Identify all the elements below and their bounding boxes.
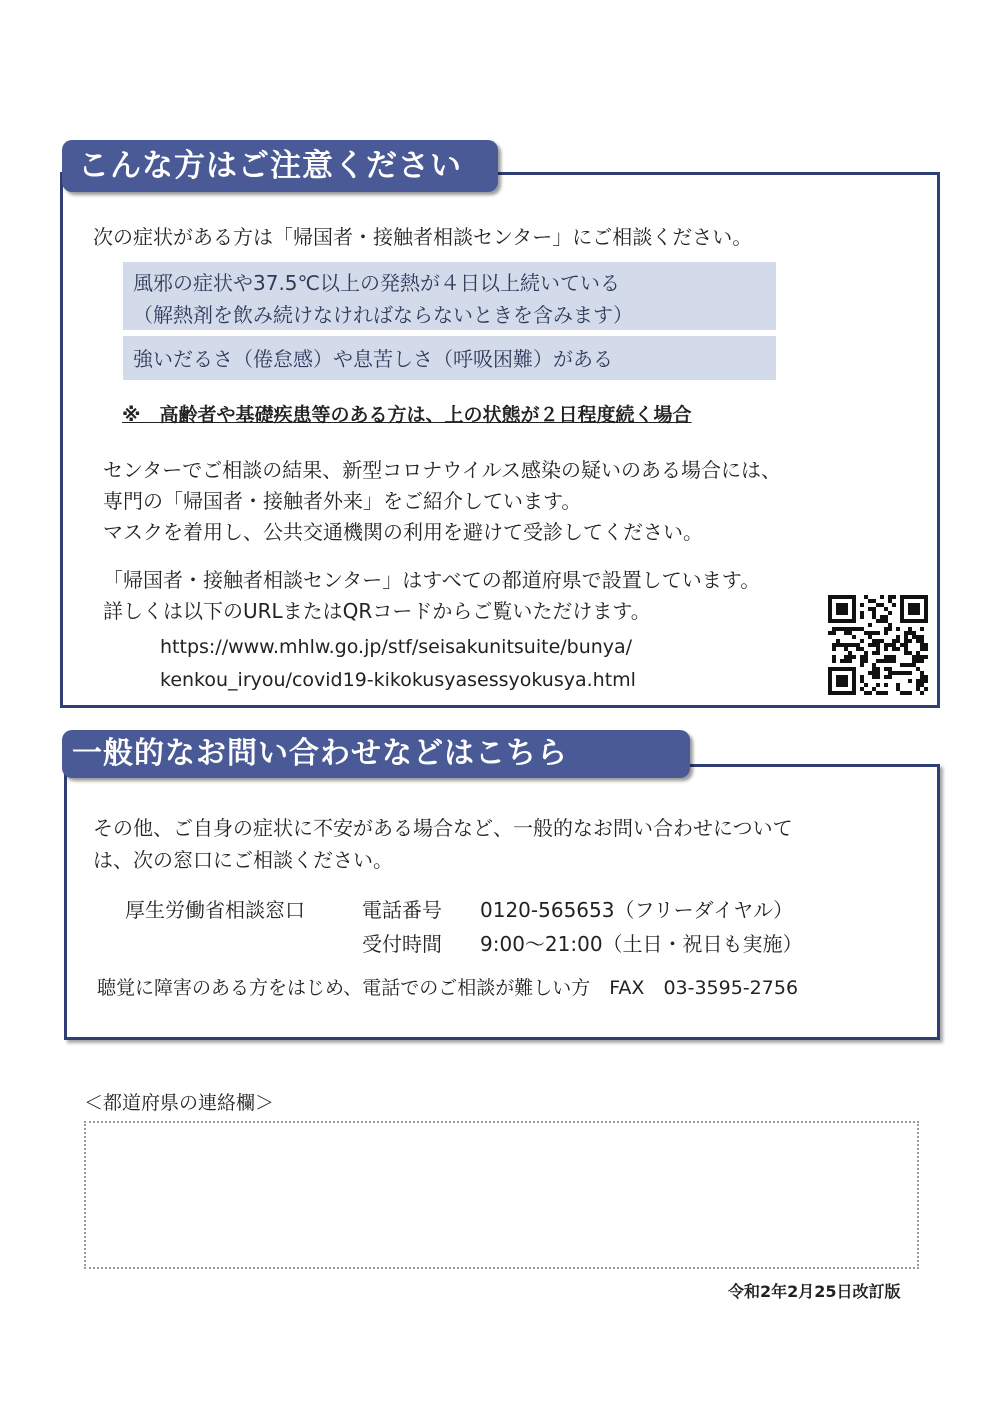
office-name: 厚生労働省相談窓口 [125, 898, 305, 922]
hours-value: 9:00～21:00（土日・祝日も実施） [480, 932, 803, 956]
hours-label: 受付時間 [362, 932, 442, 956]
url-line-1[interactable]: https://www.mhlw.go.jp/stf/seisakunitsuite/bunya/ [160, 636, 633, 658]
symptom-box-2 [123, 336, 776, 380]
fax-text: 聴覚に障害のある方をはじめ、電話でのご相談が難しい方 FAX 03-3595-2756 [97, 977, 799, 999]
contact-memo-box[interactable] [84, 1121, 919, 1269]
inquiry-tab-title: 一般的なお問い合わせなどはこちら [62, 730, 690, 778]
contact-heading: ＜都道府県の連絡欄＞ [84, 1092, 275, 1114]
notice-tab-title: こんな方はご注意ください [62, 140, 498, 192]
qr-code-icon[interactable] [828, 595, 928, 693]
info-text-1: 「帰国者・接触者相談センター」はすべての都道府県で設置しています。 [103, 568, 761, 592]
symptom-1-line-1: 風邪の症状や37.5℃以上の発熱が４日以上続いている [133, 271, 620, 295]
center-text-3: マスクを着用し、公共交通機関の利用を避けて受診してください。 [103, 520, 703, 544]
center-text-1: センターでご相談の結果、新型コロナウイルス感染の疑いのある場合には、 [103, 458, 781, 482]
phone-value: 0120-565653（フリーダイヤル） [480, 898, 794, 922]
symptom-2-line-1: 強いだるさ（倦怠感）や息苦しさ（呼吸困難）がある [133, 347, 613, 371]
phone-label: 電話番号 [362, 898, 442, 922]
revision-date: 令和2年2月25日改訂版 [728, 1282, 901, 1301]
inquiry-intro-1: その他、ご自身の症状に不安がある場合など、一般的なお問い合わせについて [93, 816, 793, 840]
info-text-2: 詳しくは以下のURLまたはQRコードからご覧いただけます。 [103, 599, 651, 623]
symptom-box-1 [123, 262, 776, 330]
center-text-2: 専門の「帰国者・接触者外来」をご紹介しています。 [103, 489, 582, 513]
symptom-1-line-2: （解熱剤を飲み続けなければならないときを含みます） [133, 303, 633, 327]
notice-panel [60, 172, 940, 708]
inquiry-intro-2: は、次の窓口にご相談ください。 [93, 848, 393, 872]
notice-intro: 次の症状がある方は「帰国者・接触者相談センター」にご相談ください。 [93, 225, 753, 249]
url-line-2[interactable]: kenkou_iryou/covid19-kikokusyasessyokusya.html [160, 669, 636, 691]
elderly-note: ※ 高齢者や基礎疾患等のある方は、上の状態が２日程度続く場合 [122, 404, 692, 426]
